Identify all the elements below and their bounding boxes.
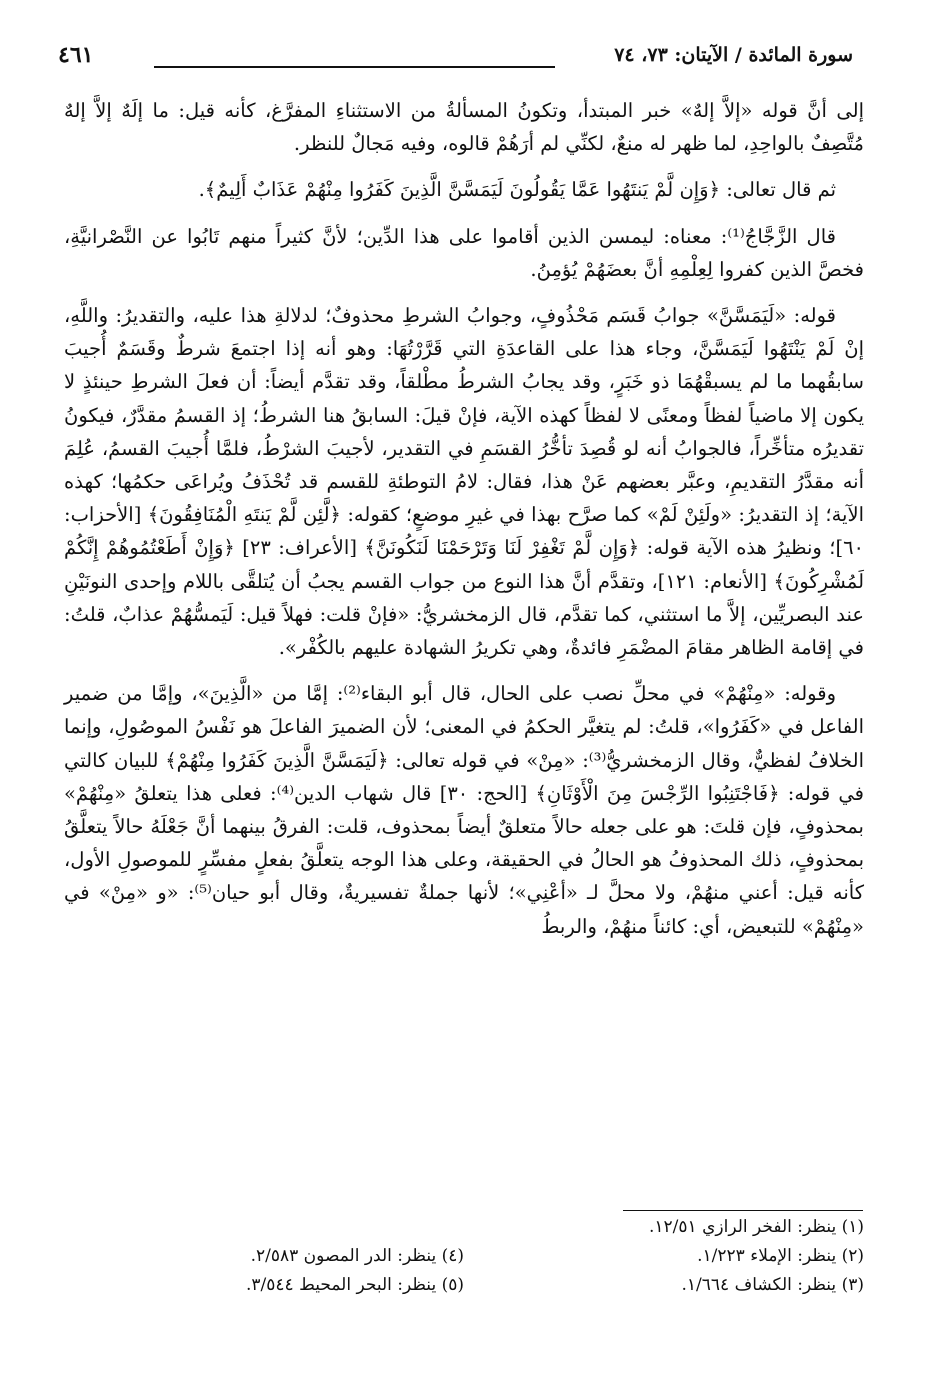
header-rule: [154, 66, 555, 68]
main-text: [64, 94, 864, 956]
paragraph-1: إلى أنَّ قوله «إلاَّ إلهٌ» خبر المبتدأ، وتكونُ المسألةُ من الاستثناءِ المفرَّغ، كأنه قيل: ما إلَهٌ إلاَّ إلهٌ مُتَّصِفٌ بالواحِدِ، لما ظهر له منعٌ، لكنِّي لم أرَهُمْ قالوه، وفيه مَجالٌ للنظر.: [64, 99, 864, 156]
footnote-1: (١) ينظر: الفخر الرازي ١٢/٥١.: [649, 1217, 864, 1237]
footnote-row: [64, 1271, 864, 1300]
footnote-3: (٣) ينظر: الكشاف ١/٦٦٤.: [681, 1275, 864, 1295]
footnote-row: [64, 1213, 864, 1242]
paragraph-2: ثم قال تعالى: ﴿وَإِن لَّمْ يَنتَهُوا عَمَّا يَقُولُونَ لَيَمَسَّنَّ الَّذِينَ كَفَرُوا مِنْهُمْ عَذَابٌ أَلِيمٌ﴾.: [198, 178, 836, 202]
footnote-4: (٤) ينظر: الدر المصون ٢/٥٨٣.: [250, 1246, 464, 1266]
paragraph-5: وقوله: «مِنْهُمْ» في محلِّ نصب على الحال، قال أبو البقاء⁽²⁾: إمَّا من «الَّذِينَ»، وإمَّا من ضمير الفاعل في «كَفَرُوا»، قلتُ: لم يتغيَّر الحكمُ في المعنى؛ لأن الضميرَ الفاعلَ هو نَفْسُ الموصُولِ، وإنما الخلافُ لفظيٌّ، وقال الزمخشريُّ⁽³⁾: «مِنْ» في قوله تعالى: ﴿لَيَمَسَّنَّ الَّذِينَ كَفَرُوا مِنْهُمْ﴾ للبيان كالتي في قوله: ﴿فَاجْتَنِبُوا الرِّجْسَ مِنَ الْأَوْثَانِ﴾ [الحج: ٣٠] قال شهاب الدين⁽⁴⁾: فعلى هذا يتعلقُ «مِنْهُمْ» بمحذوفٍ، فإن قلتَ: هو على جعله حالاً متعلقٌ أيضاً بمحذوف، قلت: الفرقُ بينهما أنَّ جَعْلَهُ حالاً يتعلَّقُ بمحذوفٍ، ذلك المحذوفُ هو الحالُ في الحقيقة، وعلى هذا الوجه يتعلَّقُ بفعلٍ مفسِّرٍ للموصولِ الأول، كأنه قيل: أعني منهُمْ، ولا محلَّ لـ «أعْنِي»؛ لأنها جملةٌ تفسيريةٌ، وقال أبو حيان⁽⁵⁾: «و «مِنْ» في «مِنْهُمْ» للتبعيض، أي: كائناً منهُمْ، والربطُ: [64, 682, 865, 938]
paragraph-3: قال الزَّجَّاجُ⁽¹⁾: معناه: ليمسن الذين أقاموا على هذا الدِّين؛ لأنَّ كثيراً منهم تَابُوا عن النَّصْرانيَّةِ، فخصَّ الذين كفروا لِعِلْمِهِ أنَّ بعضَهُمْ يُؤمِنُ.: [64, 224, 864, 281]
footnote-2: (٢) ينظر: الإملاء ١/٢٢٣.: [697, 1246, 864, 1266]
footnote-rule: [623, 1210, 863, 1211]
footnote-5: (٥) ينظر: البحر المحيط ٣/٥٤٤.: [246, 1275, 464, 1295]
running-title: سورة المائدة / الآيتان: ٧٣، ٧٤: [614, 44, 853, 66]
page-header: [58, 38, 853, 72]
footnotes: [64, 1213, 864, 1300]
page-number: ٤٦١: [58, 42, 94, 68]
paragraph-4: قوله: «لَيَمَسَّنَّ» جوابُ قَسَم مَحْذُوفٍ، وجوابُ الشرطِ محذوفٌ؛ لدلالةِ هذا عليه، والتقديرُ: واللَّهِ، إنْ لَمْ يَنْتَهُوا لَيَمَسَّنَّ، وجاء هذا على القاعدَةِ التي قَرَّرْتُهَا: وهو أنه إذا اجتمعَ شرطٌ وقَسَمٌ أُجيبَ سابقُهما ما لم يسبقْهُمَا ذو خَبَرٍ، وقد يجابُ الشرطُ مطْلقاً، وقد تقدَّم أيضاً: أن فعلَ الشرطِ حينئذٍ لا يكون إلا ماضياً لفظاً ومعنًى لا لفظاً كهذه الآية، فإنْ قيلَ: السابقُ هنا الشرطُ؛ إذ القسمُ مقدَّرٌ، فيكونُ تقديرُه متأخِّراً، فالجوابُ أنه لو قُصِدَ تأخُّرُ القسَمِ في التقدير، لأجيبَ الشرْطُ، فلمَّا أُجيبَ القسمُ، عُلِمَ أنه مقدَّرُ التقديمِ، وعبَّر بعضهم عَنْ هذا، فقال: لامُ التوطئةِ للقسم قد تُحْذَفُ ويُراعَى حكمُها؛ كهذه الآية؛ إذ التقديرُ: «ولَئِنْ لَمْ» كما صرَّح بهذا في غيرِ موضعٍ؛ كقوله: ﴿لَّئِن لَّمْ يَنتَهِ الْمُنَافِقُونَ﴾ [الأحزاب: ٦٠]؛ ونظيرُ هذه الآية قوله: ﴿وَإِن لَّمْ تَغْفِرْ لَنَا وَتَرْحَمْنَا لَنَكُونَنَّ﴾ [الأعراف: ٢٣] ﴿وَإِنْ أَطَعْتُمُوهُمْ إِنَّكُمْ لَمُشْرِكُونَ﴾ [الأنعام: ١٢١]، وتقدَّم أنَّ هذا النوع من جواب القسم يجبُ أن يُتلقَّى باللام وإحدى النونَيْنِ عند البصريِّين، إلاَّ ما استثني، كما تقدَّم، قال الزمخشريُّ: «فإنْ قلت: فهلاً قيل: لَيَمسُّهُمْ عذابٌ، قلتُ: في إقامة الظاهر مقامَ المضْمَرِ فائدةٌ، وهي تكريرُ الشهادة عليهم بالكُفْر».: [64, 304, 865, 660]
footnote-row: [64, 1242, 864, 1271]
